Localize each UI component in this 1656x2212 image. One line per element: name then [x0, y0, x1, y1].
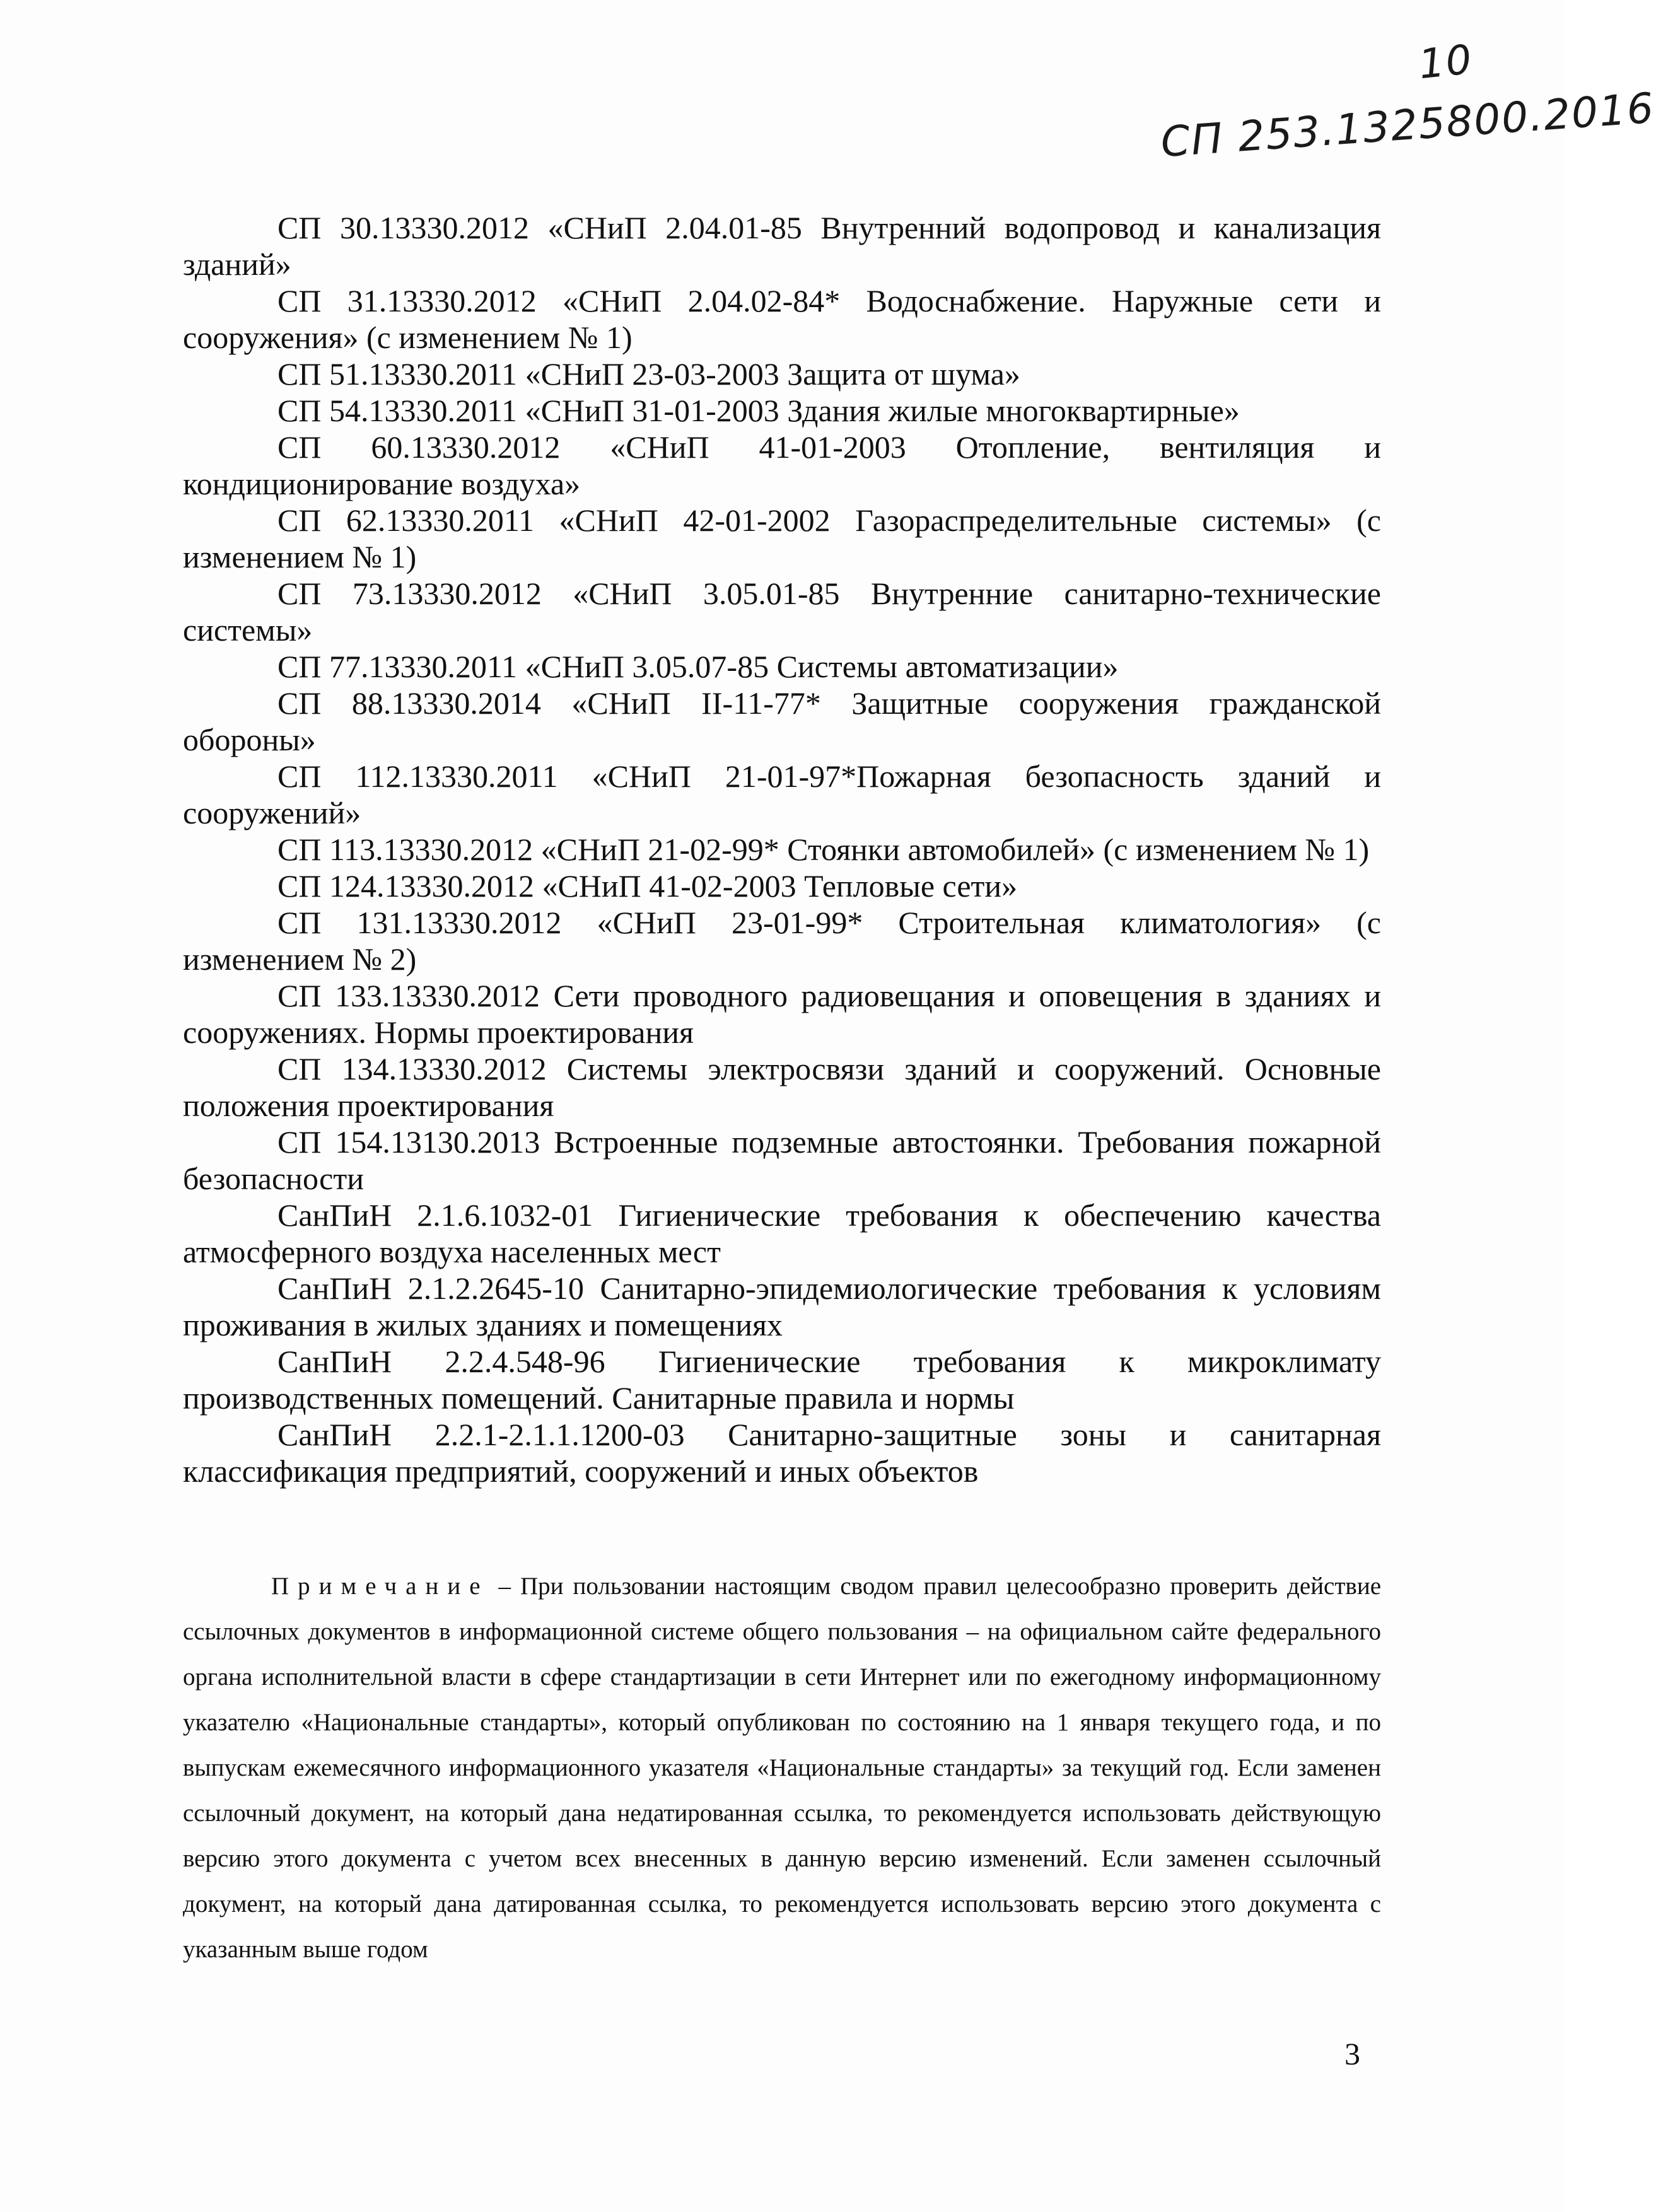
reference-item: СанПиН 2.1.6.1032-01 Гигиенические требования к обеспечению качества атмосферного воздуха населенных мест — [183, 1197, 1381, 1269]
reference-item: СанПиН 2.1.2.2645-10 Санитарно-эпидемиологические требования к условиям проживания в жилых зданиях и помещениях — [183, 1271, 1381, 1342]
reference-item: СП 51.13330.2011 «СНиП 23-03-2003 Защита от шума» — [277, 356, 1020, 392]
page-number: 3 — [1344, 2036, 1360, 2071]
reference-item: СанПиН 2.2.1-2.1.1.1200-03 Санитарно-защитные зоны и санитарная классификация предприятий, сооружений и иных объектов — [183, 1417, 1381, 1489]
note-paragraph — [183, 1564, 1381, 1972]
handwritten-document-code: СП 253.1325800.2016 — [1159, 83, 1656, 167]
reference-item: СП 73.13330.2012 «СНиП 3.05.01-85 Внутренние санитарно-технические системы» — [183, 576, 1381, 648]
reference-item: СП 124.13330.2012 «СНиП 41-02-2003 Тепловые сети» — [277, 868, 1018, 904]
reference-item: СП 30.13330.2012 «СНиП 2.04.01-85 Внутренний водопровод и канализация зданий» — [183, 210, 1381, 282]
reference-list — [183, 209, 1381, 1489]
reference-item: СП 62.13330.2011 «СНиП 42-01-2002 Газораспределительные системы» (с изменением № 1) — [183, 503, 1381, 574]
reference-item: СП 54.13330.2011 «СНиП 31-01-2003 Здания жилые многоквартирные» — [277, 393, 1240, 428]
reference-item: СП 60.13330.2012 «СНиП 41-01-2003 Отопление, вентиляция и кондиционирование воздуха» — [183, 429, 1381, 501]
reference-item: СП 134.13330.2012 Системы электросвязи зданий и сооружений. Основные положения проектирования — [183, 1051, 1381, 1123]
reference-item: СП 133.13330.2012 Сети проводного радиовещания и оповещения в зданиях и сооружениях. Нормы проектирования — [183, 978, 1381, 1050]
reference-item: СП 131.13330.2012 «СНиП 23-01-99* Строительная климатология» (с изменением № 2) — [183, 905, 1381, 977]
reference-item: СП 31.13330.2012 «СНиП 2.04.02-84* Водоснабжение. Наружные сети и сооружения» (с изменением № 1) — [183, 283, 1381, 355]
reference-item: СП 112.13330.2011 «СНиП 21-01-97*Пожарная безопасность зданий и сооружений» — [183, 759, 1381, 830]
reference-item: СанПиН 2.2.4.548-96 Гигиенические требования к микроклимату производственных помещений. Санитарные правила и нормы — [183, 1344, 1381, 1416]
note-text: – При пользовании настоящим сводом правил целесообразно проверить действие ссылочных документов в информационной системе общего пользования – на официальном сайте федерального органа исполнительной власти в сфере стандартизации в сети Интернет или по ежегодному информационному указателю «Национальные стандарты», который опубликован по состоянию на 1 января текущего года, и по выпускам ежемесячного информационного указателя «Национальные стандарты» за текущий год. Если заменен ссылочный документ, на который дана недатированная ссылка, то рекомендуется использовать действующую версию этого документа с учетом всех внесенных в данную версию изменений. Если заменен ссылочный документ, на который дана датированная ссылка, то рекомендуется использовать версию этого документа с указанным выше годом — [183, 1573, 1382, 1963]
reference-item: СП 88.13330.2014 «СНиП II-11-77* Защитные сооружения гражданской обороны» — [183, 685, 1381, 757]
reference-item: СП 77.13330.2011 «СНиП 3.05.07-85 Системы автоматизации» — [277, 649, 1119, 684]
note-label: Примечание — [271, 1573, 489, 1600]
handwritten-sheet-number: 10 — [1416, 36, 1476, 89]
reference-item: СП 154.13130.2013 Встроенные подземные автостоянки. Требования пожарной безопасности — [183, 1124, 1381, 1196]
reference-item: СП 113.13330.2012 «СНиП 21-02-99* Стоянки автомобилей» (с изменением № 1) — [277, 832, 1370, 867]
